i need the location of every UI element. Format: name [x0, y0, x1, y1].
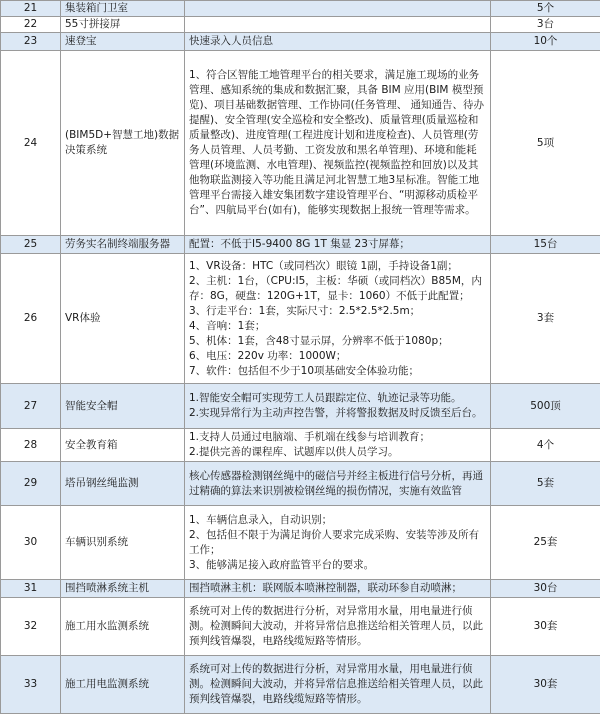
item-name: (BIM5D+智慧工地)数据决策系统: [61, 51, 185, 236]
row-number: 23: [1, 33, 61, 51]
item-quantity: 500顶: [491, 384, 600, 429]
item-name: VR体验: [61, 254, 185, 384]
item-description: 1、VR设备：HTC（或同档次）眼镜 1副，手持设备1副； 2、主机：1台，（CPU:I5，主板：华硕（或同档次）B85M，内存：8G，硬盘：120G+1T，显卡：1060）不低于此配置； 3、行走平台：1套，实际尺寸：2.5*2.5*2.5m； 4、音响：1套； 5、机体：1套，含48寸显示屏，分辨率不低于1080p； 6、电压：220v 功率：1000W； 7、软件：包括但不少于10项基础安全体验功能；: [185, 254, 491, 384]
item-quantity: 5项: [491, 51, 600, 236]
item-name: 集装箱门卫室: [61, 1, 185, 17]
item-name: 速登宝: [61, 33, 185, 51]
table-row: [1, 51, 600, 236]
item-quantity: 3套: [491, 254, 600, 384]
table-row: [1, 384, 600, 429]
item-description: 1.智能安全帽可实现劳工人员跟踪定位、轨迹记录等功能。 2.实现异常行为主动声控告警，并将警报数据及时反馈至后台。: [185, 384, 491, 429]
row-number: 26: [1, 254, 61, 384]
table-row: [1, 254, 600, 384]
row-number: 21: [1, 1, 61, 17]
item-name: 围挡喷淋系统主机: [61, 580, 185, 598]
item-description: 围挡喷淋主机：联网版本喷淋控制器，联动环参自动喷淋；: [185, 580, 491, 598]
table-row: [1, 598, 600, 656]
table-row: [1, 506, 600, 580]
row-number: 28: [1, 429, 61, 462]
table-row: [1, 33, 600, 51]
item-description: 系统可对上传的数据进行分析，对异常用水量，用电量进行侦测。检测瞬间大波动，并将异常信息推送给相关管理人员，以此预判线管爆裂，电路线缆短路等情形。: [185, 656, 491, 714]
row-number: 24: [1, 51, 61, 236]
row-number: 30: [1, 506, 61, 580]
item-description: 配置：不低于I5-9400 8G 1T 集显 23寸屏幕；: [185, 236, 491, 254]
row-number: 31: [1, 580, 61, 598]
table-body: [1, 1, 600, 714]
table-row: [1, 1, 600, 17]
item-quantity: 3台: [491, 17, 600, 33]
item-description: 快速录入人员信息: [185, 33, 491, 51]
row-number: 33: [1, 656, 61, 714]
item-description: 1、符合区智能工地管理平台的相关要求，满足施工现场的业务管理、感知系统的集成和数据汇聚，具备 BIM 应用(BIM 模型预览)、项目基础数据管理、工作协同(任务管理、 通知通告、待办提醒)、安全管理(安全巡检和安全整改)、质量管理(质量巡检和质量整改)、进度管理(工程进度计划和进度检查)、人员管理(劳务人员管理、人员考勤、工资发放和黑名单管理)、环境和能耗管理(环境监测、水电管理)、视频监控(视频监控和回放)以及其他物联监测接入等功能且满足河北智慧工地3星标准。智能工地管理平台需接入雄安集团数字建设管理平台、“明源移动质检平台”、四航局平台(如有)，能够实现数据上报统一管理等需求。: [185, 51, 491, 236]
table-row: [1, 656, 600, 714]
item-description: [185, 17, 491, 33]
table-row: [1, 580, 600, 598]
item-quantity: 30台: [491, 580, 600, 598]
row-number: 32: [1, 598, 61, 656]
item-quantity: 4个: [491, 429, 600, 462]
item-quantity: 15台: [491, 236, 600, 254]
table-row: [1, 17, 600, 33]
row-number: 27: [1, 384, 61, 429]
item-name: 55寸拼接屏: [61, 17, 185, 33]
item-name: 塔吊钢丝绳监测: [61, 462, 185, 506]
row-number: 29: [1, 462, 61, 506]
table-row: [1, 462, 600, 506]
row-number: 22: [1, 17, 61, 33]
item-name: 安全教育箱: [61, 429, 185, 462]
item-name: 智能安全帽: [61, 384, 185, 429]
item-quantity: 30套: [491, 598, 600, 656]
item-description: 1、车辆信息录入，自动识别； 2、包括但不限于为满足询价人要求完成采购、安装等涉及所有工作； 3、能够满足接入政府监管平台的要求。: [185, 506, 491, 580]
item-description: 核心传感器检测钢丝绳中的磁信号并经主板进行信号分析，再通过精确的算法来识别被检钢丝绳的损伤情况，实施有效监管: [185, 462, 491, 506]
item-description: 系统可对上传的数据进行分析，对异常用水量，用电量进行侦测。检测瞬间大波动，并将异常信息推送给相关管理人员，以此预判线管爆裂，电路线缆短路等情形。: [185, 598, 491, 656]
item-quantity: 10个: [491, 33, 600, 51]
table-row: [1, 429, 600, 462]
item-name: 劳务实名制终端服务器: [61, 236, 185, 254]
item-quantity: 5套: [491, 462, 600, 506]
item-description: 1.支持人员通过电脑端、手机端在线参与培训教育； 2.提供完善的课程库、试题库以供人员学习。: [185, 429, 491, 462]
item-quantity: 25套: [491, 506, 600, 580]
item-description: [185, 1, 491, 17]
table-row: [1, 236, 600, 254]
item-name: 施工用水监测系统: [61, 598, 185, 656]
item-quantity: 30套: [491, 656, 600, 714]
item-name: 车辆识别系统: [61, 506, 185, 580]
item-quantity: 5个: [491, 1, 600, 17]
item-name: 施工用电监测系统: [61, 656, 185, 714]
row-number: 25: [1, 236, 61, 254]
